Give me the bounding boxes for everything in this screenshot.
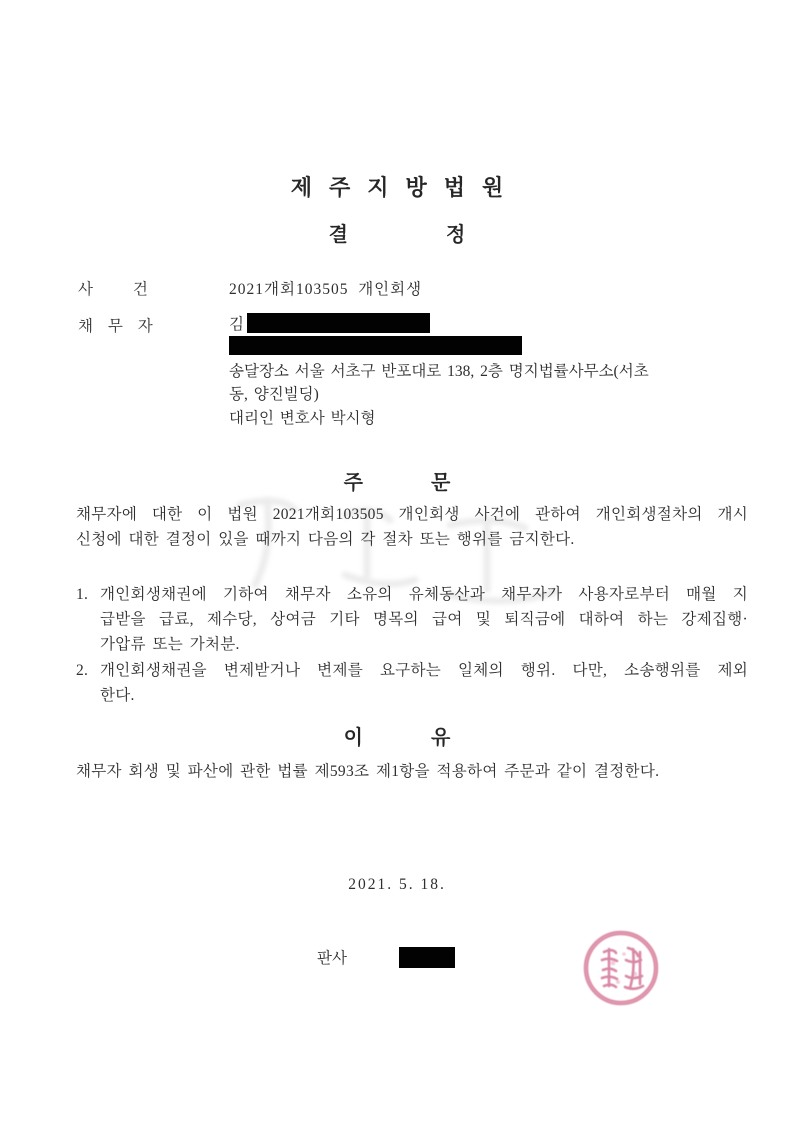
order-item-line: 개인회생채권을 변제받거나 변제를 요구하는 일체의 행위. 다만, 소송행위를 제외 — [100, 661, 748, 679]
redaction-box-debtor-name — [247, 313, 430, 333]
court-name: 제주지방법원 — [290, 175, 521, 200]
redaction-box-debtor-address — [229, 336, 522, 355]
debtor-label: 채 무 자 — [78, 318, 153, 335]
case-label: 사 건 — [78, 281, 148, 298]
service-address-line: 동, 양진빌딩) — [229, 386, 319, 404]
reason-text: 채무자 회생 및 파산에 관한 법률 제593조 제1항을 적용하여 주문과 같이 결정한다. — [76, 763, 660, 780]
order-item-line: 한다. — [100, 686, 135, 704]
order-item-line: 가압류 또는 가처분. — [100, 636, 240, 654]
case-number: 2021개회103505 개인회생 — [229, 281, 423, 298]
item-number: 2. — [76, 661, 89, 679]
debtor-name-line — [229, 312, 430, 334]
order-item-1 — [76, 582, 748, 658]
debtor-name-prefix: 김 — [229, 316, 244, 333]
item-number: 1. — [76, 586, 89, 603]
order-intro-line: 신청에 대한 결정이 있을 때까지 다음의 각 절차 또는 행위를 금지한다. — [76, 531, 575, 549]
redaction-box-judge-name — [399, 947, 455, 968]
judge-seal-stamp-icon — [580, 926, 664, 1010]
debtor-address-block — [229, 360, 734, 430]
representative-line: 대리인 변호사 박시형 — [229, 409, 376, 427]
order-intro-line: 채무자에 대한 이 법원 2021개회103505 개인회생 사건에 관하여 개인회생절차의 개시 — [76, 506, 748, 523]
order-item-list — [76, 582, 748, 708]
decision-date: 2021. 5. 18. — [348, 876, 446, 893]
order-item-line: 개인회생채권에 기하여 채무자 소유의 유체동산과 채무자가 사용자로부터 매월 지 — [100, 586, 748, 603]
judge-line — [317, 946, 455, 968]
order-heading: 주 문 — [343, 472, 451, 494]
reason-heading: 이 유 — [343, 727, 451, 749]
order-item-line: 급받을 급료, 제수당, 상여금 기타 명목의 급여 및 퇴직금에 대하여 하는 강제집행· — [100, 611, 748, 629]
service-address-line: 송달장소 서울 서초구 반포대로 138, 2층 명지법률사무소(서초 — [229, 363, 649, 380]
judge-label: 판사 — [317, 950, 347, 967]
document-title: 결 정 — [328, 224, 466, 246]
order-intro — [76, 502, 748, 553]
order-item-2 — [76, 658, 748, 708]
